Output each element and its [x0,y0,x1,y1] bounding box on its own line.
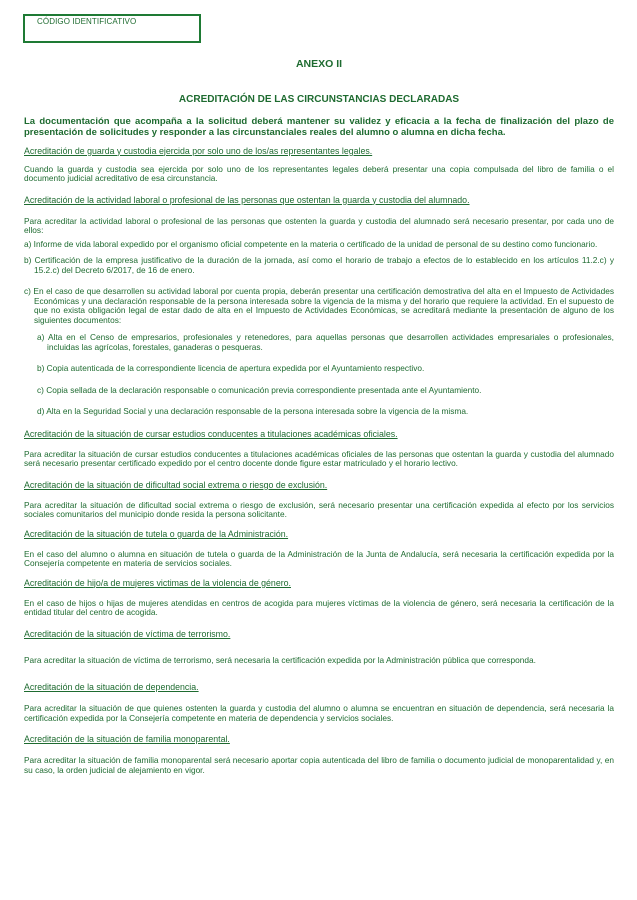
text-monoparental: Para acreditar la situación de familia monoparental será necesario aportar copia autenticada del libro de familia o documento judicial de monoparentalidad y, en su caso, la orden judicial de alejamiento en vigor. [24,755,614,775]
text-dificultad-social: Para acreditar la situación de dificultad social extrema o riesgo de exclusión, será necesario presentar una certificación expedida al efecto por los servicios sociales comunitarios del municipio donde resida la persona solicitante. [24,499,614,520]
laboral-item-b: b) Certificación de la empresa justificativo de la duración de la jornada, así como el horario de trabajo a efectos de lo establecido en los artículos 11.2.c) y 15.2.c) del Decreto 6/2017, de 16 de enero. [24,255,614,275]
text-actividad-laboral: Para acreditar la actividad laboral o profesional de las personas que ostenten la guarda y custodia del alumnado será necesario presentar, por cada uno de ellos: [24,215,614,236]
heading-dificultad-social: Acreditación de la situación de dificultad social extrema o riesgo de exclusión. [24,479,328,490]
laboral-subitem-b: b) Copia autenticada de la correspondiente licencia de apertura expedida por el Ayuntamiento respectivo. [37,363,425,374]
annex-title: ANEXO II [295,58,343,70]
heading-terrorismo: Acreditación de la situación de víctima de terrorismo. [24,628,231,639]
text-tutela: En el caso del alumno o alumna en situación de tutela o guarda de la Administración de la Junta de Andalucía, será necesaria la certificación expedida por la Consejería competente en materia de servicios sociales. [24,548,614,569]
laboral-subitem-c: c) Copia sellada de la declaración responsable o comunicación previa correspondiente presentada ante el Ayuntamiento. [37,384,482,395]
heading-violencia-genero: Acreditación de hijo/a de mujeres victimas de la violencia de género. [24,577,291,588]
identification-code-label: CÓDIGO IDENTIFICATIVO [37,17,137,26]
laboral-subitem-a: a) Alta en el Censo de empresarios, profesionales y retenedores, para aquellas personas que desarrollen actividades empresariales o profesionales, incluidas las agrícolas, forestales, ganaderas o pesqueras. [37,332,614,352]
heading-actividad-laboral: Acreditación de la actividad laboral o profesional de las personas que ostentan la guarda y custodia del alumnado. [24,194,470,205]
text-violencia-genero: En el caso de hijos o hijas de mujeres atendidas en centros de acogida para mujeres víctimas de la violencia de género, será necesaria la certificación de la entidad titular del centro de acogida. [24,597,614,618]
heading-estudios: Acreditación de la situación de cursar estudios conducentes a titulaciones académicas oficiales. [24,428,398,439]
laboral-subitem-d: d) Alta en la Seguridad Social y una declaración responsable de la persona interesada sobre la vigencia de la misma. [37,406,469,417]
identification-code-box [23,14,201,43]
heading-tutela: Acreditación de la situación de tutela o guarda de la Administración. [24,528,289,539]
heading-guarda-custodia: Acreditación de guarda y custodia ejercida por solo uno de los/as representantes legales. [24,145,373,156]
text-guarda-custodia: Cuando la guarda y custodia sea ejercida por solo uno de los representantes legales deberá presentar una copia compulsada del libro de familia o el documento judicial acreditativo de esa circunstancia. [24,163,614,184]
laboral-item-c: c) En el caso de que desarrollen su actividad laboral por cuenta propia, deberán presentar una certificación demostrativa del alta en el Impuesto de Actividades Económicas y una declaración responsable de la persona interesada sobre la vigencia de la misma y del horario que requiere la actividad. En el supuesto de que no exista obligación legal de estar dado de alta en el Impuesto de Actividades Económicas, se acreditará mediante la presentación de alguno de los siguientes documentos: [24,286,614,325]
text-terrorismo: Para acreditar la situación de víctima de terrorismo, será necesaria la certificación expedida por la Administración pública que corresponda. [24,654,536,665]
text-dependencia: Para acreditar la situación de que quienes ostenten la guarda y custodia del alumno o alumna se encuentran en situación de dependencia, será necesaria la certificación expedida por la Consejería competente en materia de dependencia y servicios sociales. [24,703,614,723]
laboral-item-a: a) Informe de vida laboral expedido por el organismo oficial competente en la materia o certificado de la unidad de personal de su destino como funcionario. [24,238,598,249]
heading-monoparental: Acreditación de la situación de familia monoparental. [24,734,230,745]
annex-subtitle: ACREDITACIÓN DE LAS CIRCUNSTANCIAS DECLARADAS [178,94,460,105]
text-estudios: Para acreditar la situación de cursar estudios conducentes a titulaciones académicas oficiales de las personas que ostentan la guarda y custodia del alumnado será necesario presentar certificado expedido por el centro docente donde figure estar matriculado y el horario lectivo. [24,448,614,469]
document-body [24,58,614,775]
intro-paragraph: La documentación que acompaña a la solicitud deberá mantener su validez y eficacia a la fecha de finalización del plazo de presentación de solicitudes y responder a las circunstanciales reales del alumno o alumna en dicha fecha. [24,116,614,138]
heading-dependencia: Acreditación de la situación de dependencia. [24,682,199,693]
